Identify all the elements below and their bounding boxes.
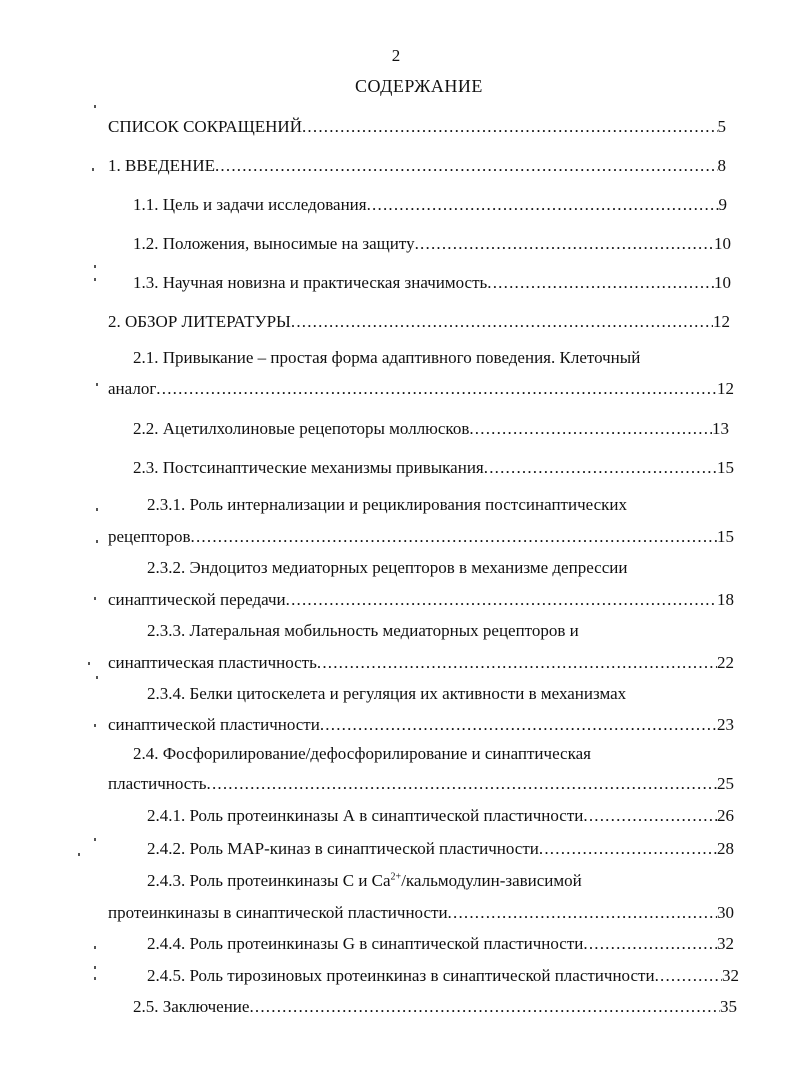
- toc-page-number: 28: [717, 839, 734, 858]
- scan-artifact: [94, 724, 96, 727]
- toc-page-number: 8: [717, 156, 726, 175]
- toc-page-number: 26: [717, 806, 734, 825]
- toc-entry-2-1-line1: 2.1. Привыкание – простая форма адаптивного поведения. Клеточный: [133, 348, 641, 367]
- dot-leader: [317, 652, 717, 674]
- toc-entry-literature-review: [108, 311, 730, 333]
- dot-leader: [207, 773, 718, 795]
- dot-leader: [302, 116, 718, 138]
- toc-entry-2-3-3-line1: 2.3.3. Латеральная мобильность медиаторных рецепторов и: [147, 621, 579, 640]
- toc-entry-2-3-2: [108, 589, 734, 611]
- dot-leader: [583, 805, 717, 827]
- toc-entry-text: /кальмодулин-зависимой: [401, 871, 582, 890]
- toc-page-number: 13: [712, 419, 729, 438]
- toc-entry-text: 2.4.5. Роль тирозиновых протеинкиназ в синаптической пластичности: [147, 966, 655, 985]
- toc-page-number: 35: [720, 997, 737, 1016]
- scan-artifact: [92, 168, 94, 171]
- superscript-charge: 2+: [390, 871, 402, 883]
- toc-entry-text: 2.4.3. Роль протеинкиназы С и Ca: [147, 871, 391, 890]
- toc-entry-2-4-3-line1: [147, 870, 582, 892]
- toc-entry-2-4-2: [147, 838, 734, 860]
- dot-leader: [249, 996, 720, 1018]
- scan-artifact: [88, 662, 90, 665]
- toc-entry-introduction: [108, 155, 726, 177]
- scan-artifact: [96, 676, 98, 679]
- toc-page-number: 10: [714, 234, 731, 253]
- scan-artifact: [94, 597, 96, 600]
- toc-entry-text: СПИСОК СОКРАЩЕНИЙ: [108, 117, 302, 136]
- scan-artifact: [94, 105, 96, 108]
- dot-leader: [415, 233, 714, 255]
- toc-entry-1-2: [133, 233, 731, 255]
- dot-leader: [191, 526, 717, 548]
- toc-entry-2-4-4: [147, 933, 734, 955]
- toc-page-number: 10: [714, 273, 731, 292]
- page-number: 2: [391, 46, 401, 65]
- toc-entry-2-3-3: [108, 652, 734, 674]
- toc-entry-2-5: [133, 996, 737, 1018]
- toc-entry-text: рецепторов: [108, 527, 191, 546]
- dot-leader: [156, 378, 717, 400]
- dot-leader: [320, 714, 717, 736]
- toc-entry-text: 2. ОБЗОР ЛИТЕРАТУРЫ: [108, 312, 291, 331]
- toc-entry-2-3-1: [108, 526, 734, 548]
- dot-leader: [469, 418, 712, 440]
- toc-entry-text: аналог: [108, 379, 157, 398]
- toc-entry-2-3-4-line1: 2.3.4. Белки цитоскелета и регуляция их активности в механизмах: [147, 684, 627, 703]
- toc-entry-1-1: [133, 194, 727, 216]
- scan-artifact: [94, 278, 96, 281]
- toc-entry-text: пластичность: [108, 774, 207, 793]
- dot-leader: [291, 311, 713, 333]
- toc-entry-text: 2.2. Ацетилхолиновые рецепоторы моллюсков: [133, 419, 470, 438]
- toc-entry-2-2: [133, 418, 729, 440]
- scan-artifact: [94, 838, 96, 841]
- dot-leader: [487, 272, 714, 294]
- toc-entry-2-4-3: [108, 902, 734, 924]
- toc-page-number: 12: [717, 379, 734, 398]
- toc-page-number: 5: [717, 117, 726, 136]
- toc-page-number: 15: [717, 458, 734, 477]
- scan-artifact: [94, 977, 96, 980]
- toc-entry-2-4-line1: 2.4. Фосфорилирование/дефосфорилирование и синаптическая: [133, 744, 591, 763]
- scan-artifact: [94, 265, 96, 268]
- dot-leader: [583, 933, 717, 955]
- dot-leader: [367, 194, 719, 216]
- toc-entry-text: 1.3. Научная новизна и практическая значимость: [133, 273, 488, 292]
- toc-page-number: 9: [718, 195, 727, 214]
- toc-page-number: 15: [717, 527, 734, 546]
- toc-page-number: 18: [717, 590, 734, 609]
- toc-page-number: 30: [717, 903, 734, 922]
- toc-entry-2-1: [108, 378, 734, 400]
- toc-entry-text: 2.4.2. Роль MAP-киназ в синаптической пластичности: [147, 839, 539, 858]
- scan-artifact: [78, 853, 80, 856]
- toc-entry-text: 2.4.1. Роль протеинкиназы А в синаптической пластичности: [147, 806, 584, 825]
- toc-entry-1-3: [133, 272, 731, 294]
- toc-page-number: 32: [717, 934, 734, 953]
- scan-artifact: [94, 946, 96, 949]
- toc-entry-abbreviations: [108, 116, 726, 138]
- toc-page-number: 12: [713, 312, 730, 331]
- toc-entry-text: 1.1. Цель и задачи исследования: [133, 195, 367, 214]
- toc-entry-text: синаптической передачи: [108, 590, 286, 609]
- dot-leader: [484, 457, 717, 479]
- toc-entry-2-3-2-line1: 2.3.2. Эндоцитоз медиаторных рецепторов в механизме депрессии: [147, 558, 628, 577]
- toc-entry-text: 1.2. Положения, выносимые на защиту: [133, 234, 415, 253]
- scan-artifact: [94, 966, 96, 969]
- scan-artifact: [96, 383, 98, 386]
- toc-page-number: 22: [717, 653, 734, 672]
- toc-page-number: 23: [717, 715, 734, 734]
- toc-entry-2-3: [133, 457, 734, 479]
- toc-entry-2-4-1: [147, 805, 734, 827]
- toc-entry-text: синаптической пластичности: [108, 715, 320, 734]
- toc-entry-text: синаптическая пластичность: [108, 653, 317, 672]
- toc-page-number: 32: [722, 966, 739, 985]
- toc-entry-2-4: [108, 773, 734, 795]
- scan-artifact: [96, 508, 98, 511]
- toc-entry-text: 2.3. Постсинаптические механизмы привыкания: [133, 458, 484, 477]
- toc-entry-2-3-4: [108, 714, 734, 736]
- dot-leader: [655, 965, 722, 987]
- toc-entry-2-4-5: [147, 965, 739, 987]
- dot-leader: [286, 589, 717, 611]
- toc-entry-text: 1. ВВЕДЕНИЕ: [108, 156, 215, 175]
- toc-entry-2-3-1-line1: 2.3.1. Роль интернализации и рециклирования постсинаптических: [147, 495, 627, 514]
- toc-entry-text: 2.5. Заключение: [133, 997, 250, 1016]
- page-title: СОДЕРЖАНИЕ: [355, 76, 483, 96]
- dot-leader: [539, 838, 717, 860]
- scan-artifact: [96, 540, 98, 543]
- toc-page-number: 25: [717, 774, 734, 793]
- toc-entry-text: 2.4.4. Роль протеинкиназы G в синаптической пластичности: [147, 934, 584, 953]
- toc-entry-text: протеинкиназы в синаптической пластичности: [108, 903, 448, 922]
- dot-leader: [448, 902, 717, 924]
- dot-leader: [215, 155, 718, 177]
